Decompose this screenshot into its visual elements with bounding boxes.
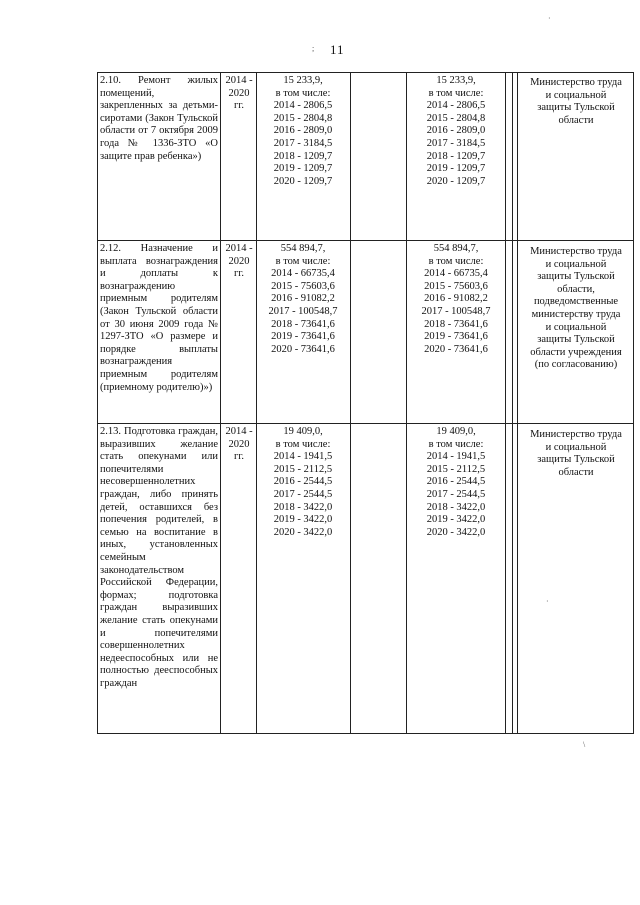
funding-amounts-regional: 19 409,0, в том числе: 2014 - 1941,5 2015 - 2112,5 2016 - 2544,5 2017 - 2544,5 2018 - 3422,0 2019 - 3422,0 2020 - 3422,0 <box>426 426 486 538</box>
page-number: 11 <box>330 42 345 57</box>
scan-mark: ; <box>312 44 315 53</box>
measure-description: 2.13. Подготовка граждан, выразивших желание стать опекунами или попечителями несовершеннолетних граждан, либо принять детей, оставшихся без попечения родителей, в семью на воспитание в иных, установленных семейным законодательством Российской Федерации, формах; подготовка граждан выразивших желание стать опекунами и попечителями совершеннолетних недееспособных или не полностью дееспособных граждан <box>100 426 218 689</box>
responsible-executor: Министерство труда и социальной защиты Тульской области, подведомственные министерству труда и социальной защиты Тульской области учреждения (по согласованию) <box>530 246 622 371</box>
responsible-executor: Министерство труда и социальной защиты Тульской области <box>530 77 622 126</box>
measure-description: 2.10. Ремонт жилых помещений, закрепленных за детьми-сиротами (Закон Тульской области от 7 октября 2009 года № 1336-ЗТО «О защите прав ребенка») <box>100 75 218 162</box>
period: 2014 - 2020 гг. <box>225 243 253 280</box>
period: 2014 - 2020 гг. <box>225 75 253 112</box>
funding-amounts: 554 894,7, в том числе: 2014 - 66735,4 2015 - 75603,6 2016 - 91082,2 2017 - 100548,7 2018 - 73641,6 2019 - 73641,6 2020 - 73641,6 <box>268 243 338 355</box>
scan-mark: \ <box>583 740 586 749</box>
funding-amounts-regional: 554 894,7, в том числе: 2014 - 66735,4 2015 - 75603,6 2016 - 91082,2 2017 - 100548,7 2018 - 73641,6 2019 - 73641,6 2020 - 73641,6 <box>421 243 491 355</box>
measure-description: 2.12. Назначение и выплата вознаграждения и доплаты к вознаграждению приемным родителям (Закон Тульской области от 30 июня 2009 года № 1297-ЗТО «О размере и порядке выплаты вознаграждения приемным родителям (приемному родителю)») <box>100 243 218 393</box>
funding-amounts: 15 233,9, в том числе: 2014 - 2806,5 2015 - 2804,8 2016 - 2809,0 2017 - 3184,5 2018 - 1209,7 2019 - 1209,7 2020 - 1209,7 <box>273 75 333 187</box>
responsible-executor: Министерство труда и социальной защиты Тульской области <box>530 429 622 478</box>
funding-amounts: 19 409,0, в том числе: 2014 - 1941,5 2015 - 2112,5 2016 - 2544,5 2017 - 2544,5 2018 - 3422,0 2019 - 3422,0 2020 - 3422,0 <box>273 426 333 538</box>
funding-amounts-regional: 15 233,9, в том числе: 2014 - 2806,5 2015 - 2804,8 2016 - 2809,0 2017 - 3184,5 2018 - 1209,7 2019 - 1209,7 2020 - 1209,7 <box>426 75 486 187</box>
scan-mark: · <box>548 14 551 23</box>
period: 2014 - 2020 гг. <box>225 426 253 463</box>
scan-mark: · <box>546 597 549 606</box>
